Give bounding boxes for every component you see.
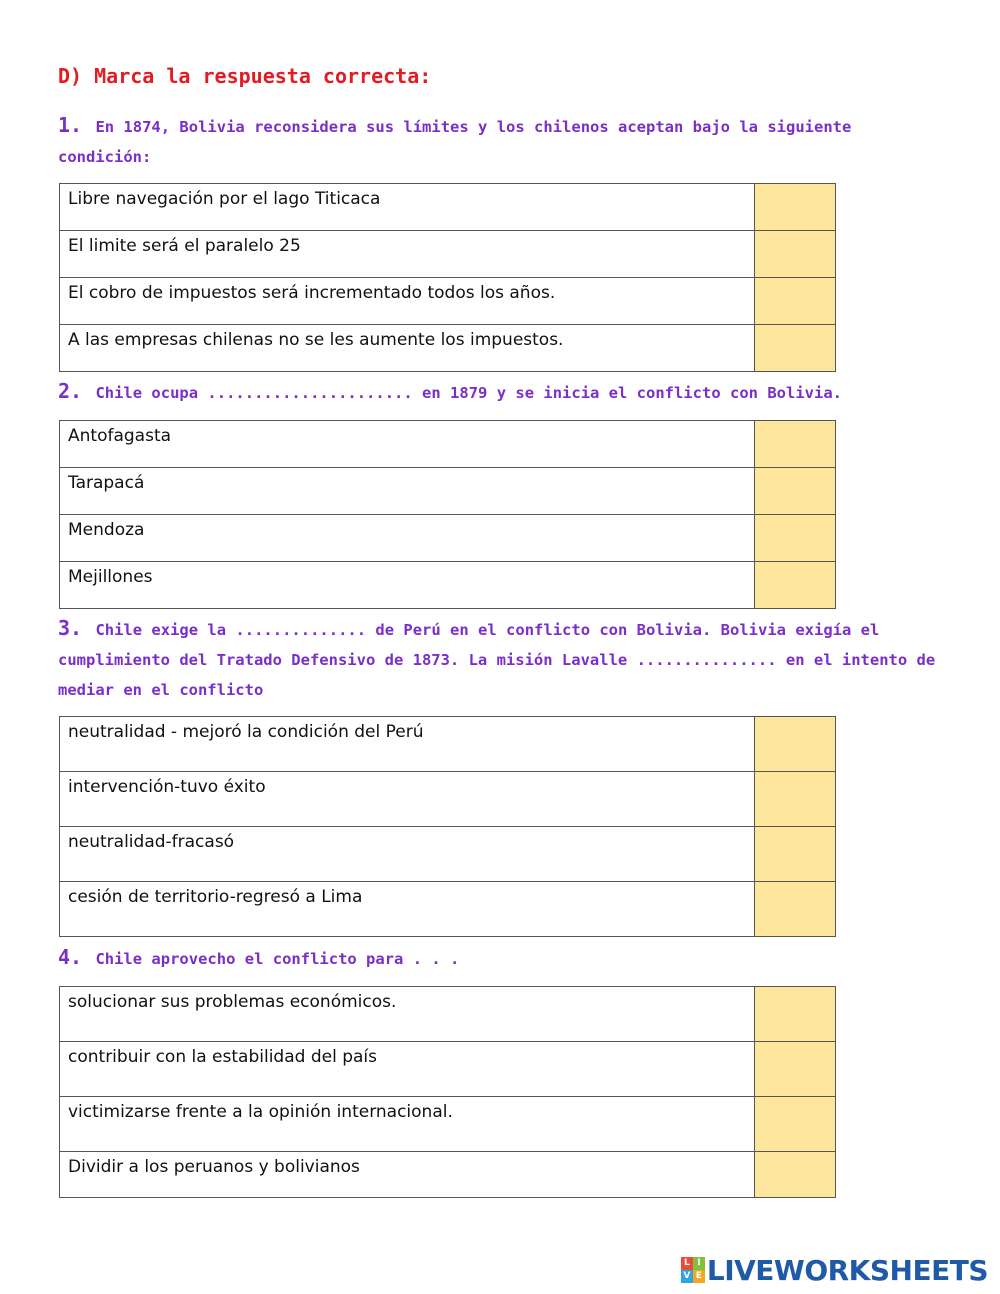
- option-text: contribuir con la estabilidad del país: [60, 1042, 755, 1097]
- options-table-4: [59, 986, 836, 1198]
- option-text: cesión de territorio-regresó a Lima: [60, 882, 755, 937]
- question-2: [58, 376, 938, 408]
- logo-letter: I: [693, 1257, 705, 1270]
- question-number: 4.: [58, 945, 83, 969]
- option-text: neutralidad-fracasó: [60, 827, 755, 882]
- option-row: [60, 562, 836, 609]
- answer-box[interactable]: [755, 827, 836, 882]
- option-text: A las empresas chilenas no se les aumente los impuestos.: [60, 325, 755, 372]
- liveworksheets-icon: [681, 1257, 705, 1283]
- answer-box[interactable]: [755, 882, 836, 937]
- answer-box[interactable]: [755, 772, 836, 827]
- option-text: Mendoza: [60, 515, 755, 562]
- options-table-2: [59, 420, 836, 609]
- option-text: El cobro de impuestos será incrementado todos los años.: [60, 278, 755, 325]
- option-row: [60, 468, 836, 515]
- answer-box[interactable]: [755, 717, 836, 772]
- question-number: 1.: [58, 113, 83, 137]
- liveworksheets-logo: [681, 1255, 988, 1285]
- option-text: neutralidad - mejoró la condición del Perú: [60, 717, 755, 772]
- question-4: [58, 942, 938, 974]
- option-row: [60, 987, 836, 1042]
- answer-box[interactable]: [755, 278, 836, 325]
- option-row: [60, 717, 836, 772]
- option-text: Mejillones: [60, 562, 755, 609]
- option-text: solucionar sus problemas económicos.: [60, 987, 755, 1042]
- answer-box[interactable]: [755, 987, 836, 1042]
- option-row: [60, 184, 836, 231]
- option-row: [60, 278, 836, 325]
- answer-box[interactable]: [755, 515, 836, 562]
- option-row: [60, 421, 836, 468]
- option-row: [60, 1097, 836, 1152]
- logo-letter: E: [693, 1270, 705, 1283]
- answer-box[interactable]: [755, 468, 836, 515]
- option-text: Libre navegación por el lago Titicaca: [60, 184, 755, 231]
- answer-box[interactable]: [755, 184, 836, 231]
- answer-box[interactable]: [755, 562, 836, 609]
- option-text: Dividir a los peruanos y bolivianos: [60, 1152, 755, 1198]
- answer-box[interactable]: [755, 325, 836, 372]
- option-row: [60, 515, 836, 562]
- option-text: intervención-tuvo éxito: [60, 772, 755, 827]
- logo-letter: V: [681, 1270, 693, 1283]
- option-row: [60, 1042, 836, 1097]
- answer-box[interactable]: [755, 421, 836, 468]
- option-row: [60, 827, 836, 882]
- option-text: El limite será el paralelo 25: [60, 231, 755, 278]
- options-table-3: [59, 716, 836, 937]
- brand-name: LIVEWORKSHEETS: [706, 1253, 988, 1287]
- question-text: Chile ocupa ...................... en 1879 y se inicia el conflicto con Bolivia.: [95, 384, 842, 402]
- option-row: [60, 325, 836, 372]
- option-text: Tarapacá: [60, 468, 755, 515]
- question-number: 2.: [58, 379, 83, 403]
- answer-box[interactable]: [755, 1097, 836, 1152]
- options-table-1: [59, 183, 836, 372]
- question-text: Chile aprovecho el conflicto para . . .: [95, 950, 460, 968]
- answer-box[interactable]: [755, 1042, 836, 1097]
- option-text: victimizarse frente a la opinión internacional.: [60, 1097, 755, 1152]
- logo-letter: L: [681, 1257, 693, 1270]
- answer-box[interactable]: [755, 1152, 836, 1198]
- question-text: En 1874, Bolivia reconsidera sus límites y los chilenos aceptan bajo la siguiente condición:: [58, 118, 852, 166]
- option-row: [60, 882, 836, 937]
- question-3: [58, 613, 938, 705]
- answer-box[interactable]: [755, 231, 836, 278]
- question-text: Chile exige la .............. de Perú en el conflicto con Bolivia. Bolivia exigía el cumplimiento del Tratado Defensivo de 1873. La misión Lavalle ............... en el intento de mediar en el conflicto: [58, 621, 936, 699]
- section-title: D) Marca la respuesta correcta:: [58, 64, 432, 88]
- question-1: [58, 110, 938, 172]
- option-row: [60, 231, 836, 278]
- option-row: [60, 1152, 836, 1198]
- option-row: [60, 772, 836, 827]
- question-number: 3.: [58, 616, 83, 640]
- option-text: Antofagasta: [60, 421, 755, 468]
